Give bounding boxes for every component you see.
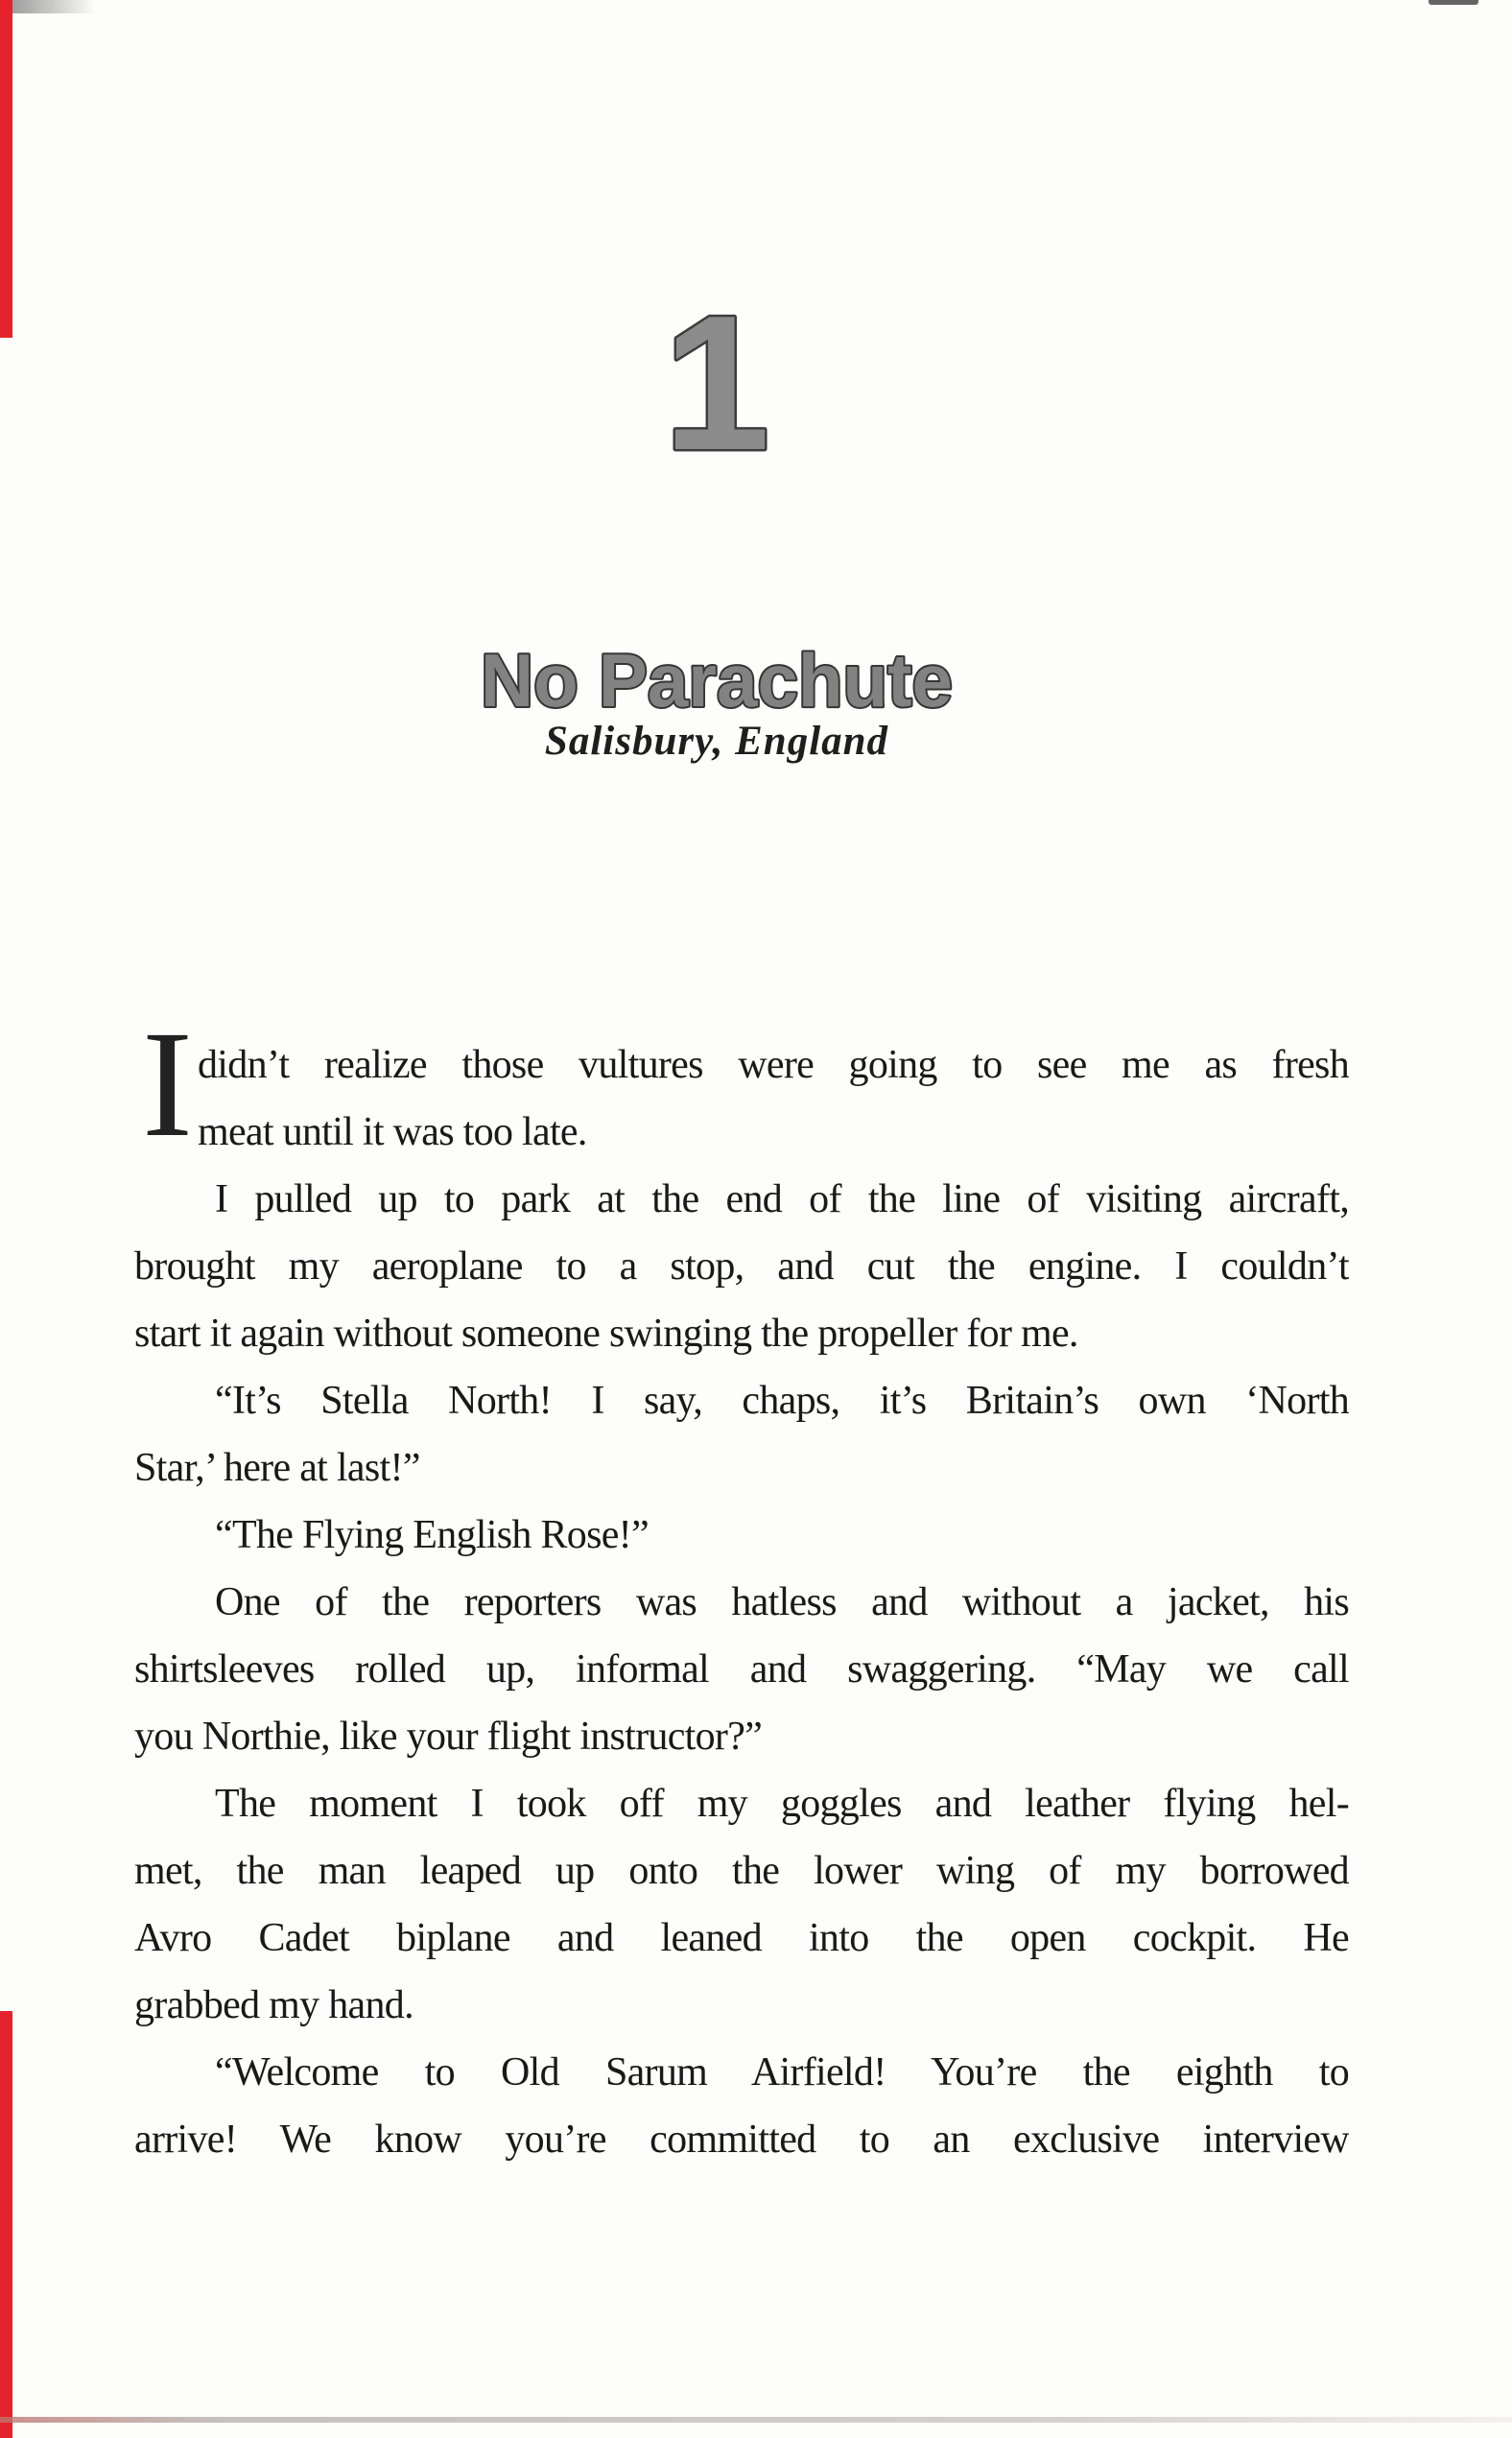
body-line: met, the man leaped up onto the lower wing of my borrowed [134, 1849, 1349, 1893]
body-line: Avro Cadet biplane and leaned into the open cockpit. He [134, 1916, 1349, 1960]
chapter-number-text: 1 [663, 305, 770, 473]
body-line: start it again without someone swinging the propeller for me. [134, 1312, 1078, 1356]
body-line: “The Flying English Rose!” [215, 1513, 649, 1557]
body-line: The moment I took off my goggles and leather flying hel- [215, 1782, 1349, 1826]
body-line: “Welcome to Old Sarum Airfield! You’re the eighth to [215, 2050, 1349, 2095]
book-edge-stripe-bottom [0, 2011, 12, 2438]
body-line: One of the reporters was hatless and without a jacket, his [215, 1580, 1349, 1624]
body-line: Star,’ here at last!” [134, 1446, 420, 1490]
body-line: meat until it was too late. [198, 1110, 587, 1154]
body-line: didn’t realize those vultures were going to see me as fresh [198, 1043, 1349, 1087]
book-edge-stripe-top [0, 0, 12, 338]
body-line: shirtsleeves rolled up, informal and swaggering. “May we call [134, 1647, 1349, 1692]
scan-smudge-top-left [6, 0, 111, 13]
chapter-number [573, 305, 861, 473]
body-line: you Northie, like your flight instructor?” [134, 1715, 763, 1759]
body-line: grabbed my hand. [134, 1983, 413, 2027]
body-line: arrive! We know you’re committed to an exclusive interview [134, 2118, 1349, 2162]
chapter-title-text: No Parachute [481, 638, 953, 722]
scan-line-bottom [0, 2417, 1512, 2423]
chapter-heading [109, 0, 1324, 864]
body-line: I pulled up to park at the end of the line of visiting aircraft, [215, 1177, 1349, 1221]
body-line: “It’s Stella North! I say, chaps, it’s Britain’s own ‘North [215, 1379, 1349, 1423]
drop-cap: I [142, 1000, 193, 1169]
body-text [134, 1000, 1349, 2173]
body-line: brought my aeroplane to a stop, and cut the engine. I couldn’t [134, 1244, 1349, 1289]
chapter-subtitle: Salisbury, England [544, 719, 889, 764]
scan-mark-top-right [1429, 0, 1478, 5]
